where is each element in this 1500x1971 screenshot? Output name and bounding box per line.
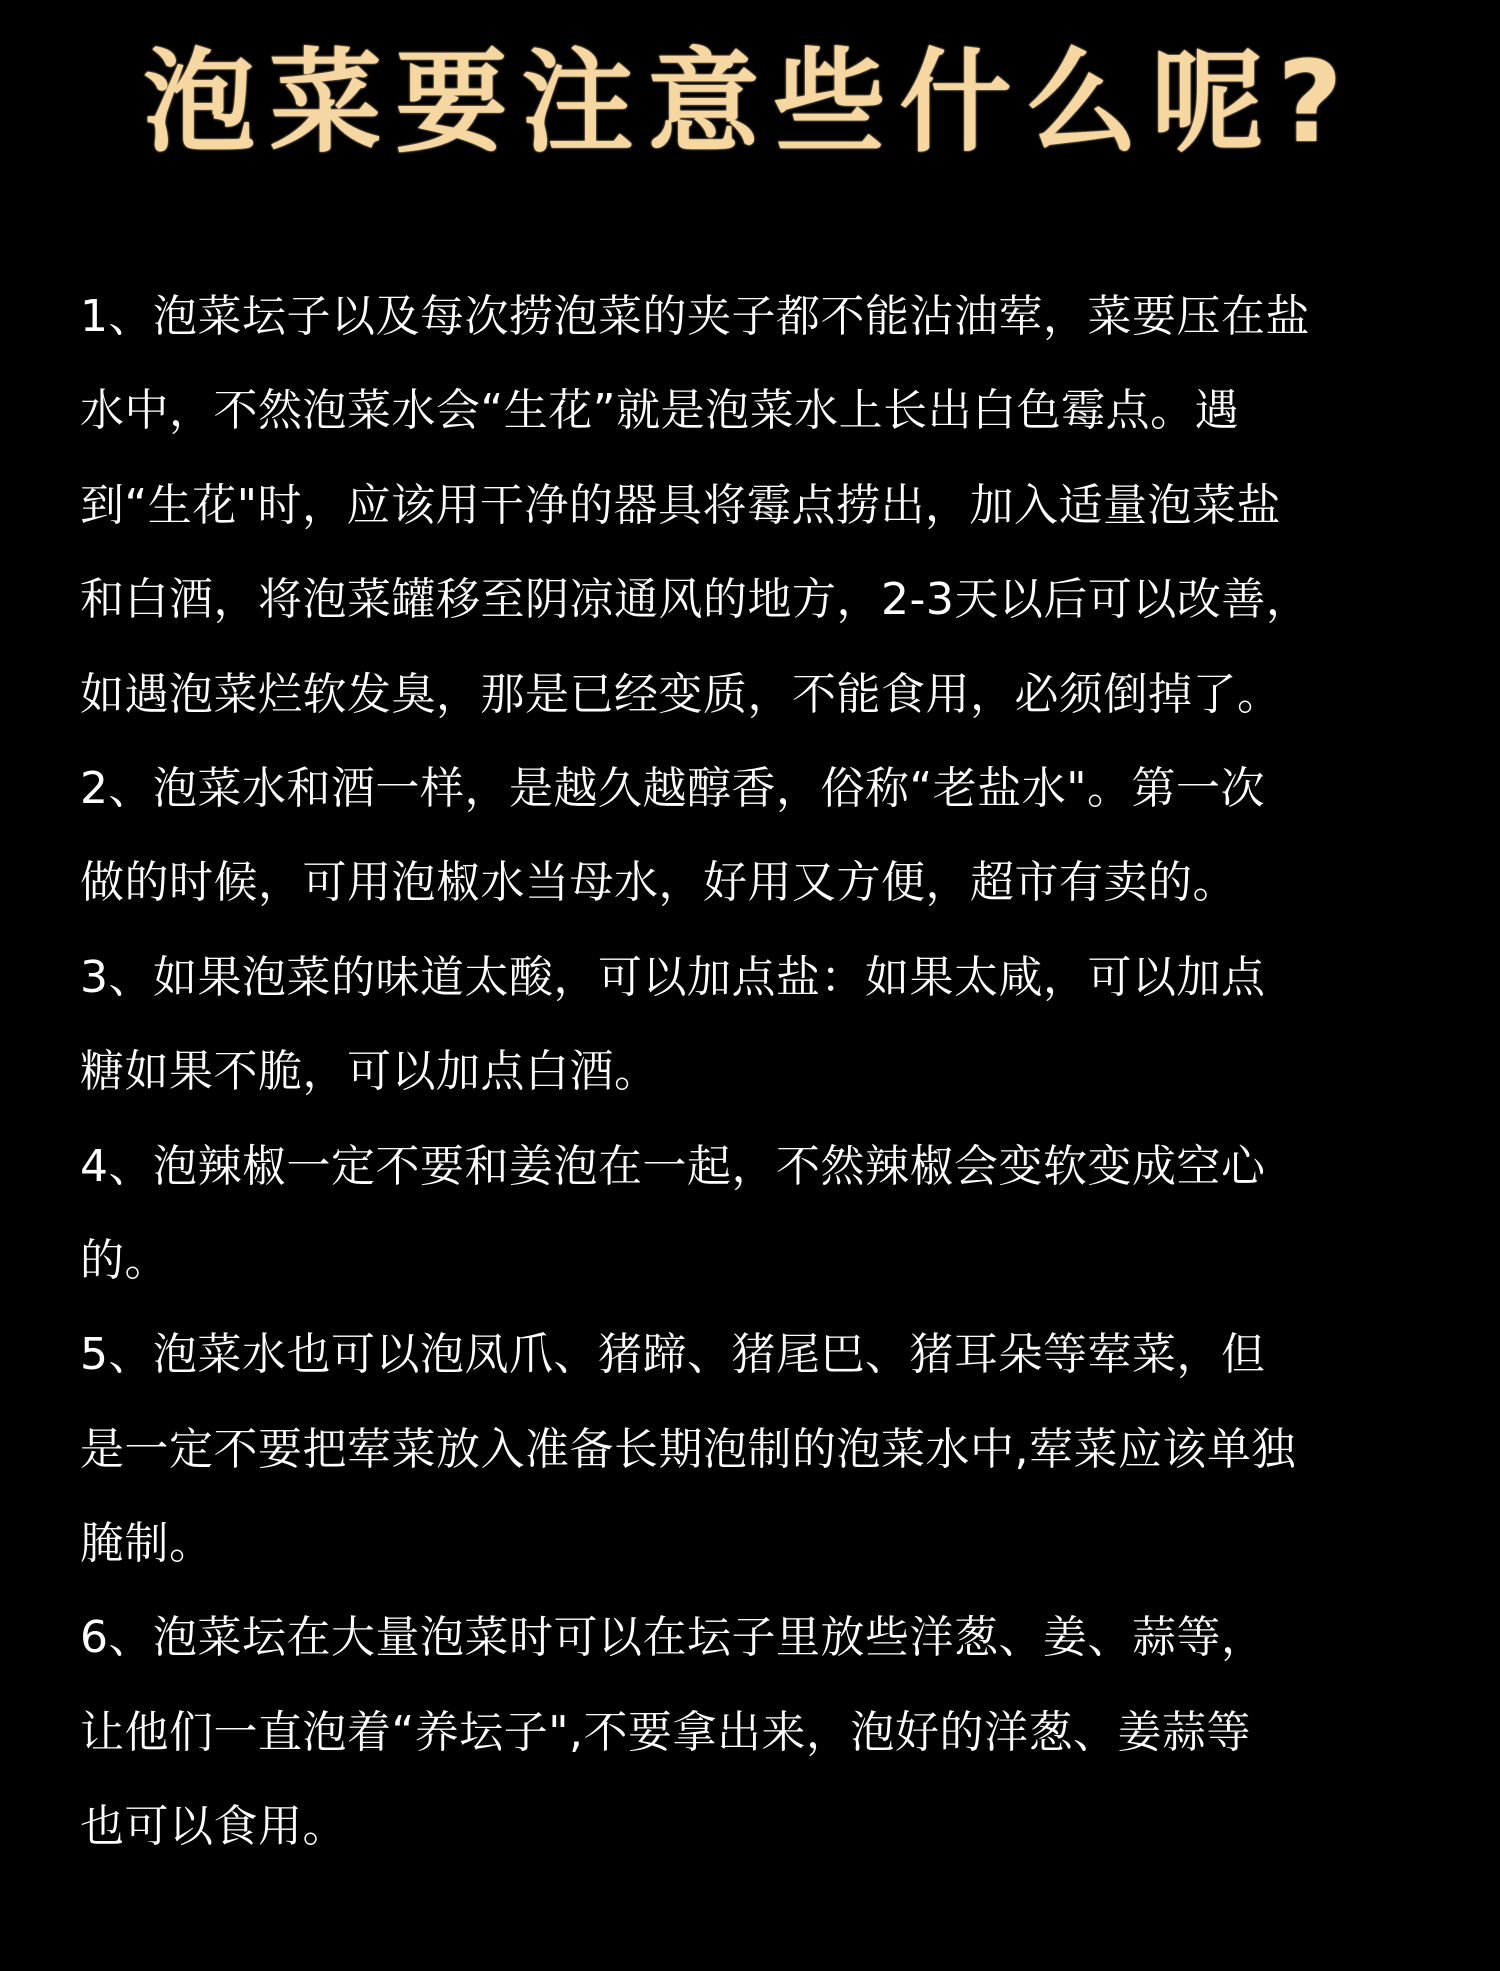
article-body [80,270,1445,1875]
text-line: 2、泡菜水和酒一样，是越久越醇香，俗称“老盐水"。第一次 [80,762,1266,814]
text-line: 4、泡辣椒一定不要和姜泡在一起，不然辣椒会变软变成空心 [80,1140,1266,1192]
text-line: 也可以食用。 [80,1801,347,1853]
page-title: 泡菜要注意些什么呢? [143,38,1357,168]
text-line: 是一定不要把荤菜放入准备长期泡制的泡菜水中,荤菜应该单独 [80,1423,1296,1475]
text-line: 让他们一直泡着“养坛子",不要拿出来，泡好的洋葱、姜蒜等 [80,1706,1252,1758]
text-line: 糖如果不脆，可以加点白酒。 [80,1046,659,1098]
text-line: 3、如果泡菜的味道太酸，可以加点盐：如果太咸，可以加点 [80,951,1266,1003]
text-line: 到“生花"时，应该用干净的器具将霉点捞出，加入适量泡菜盐 [80,479,1282,531]
text-line: 1、泡菜坛子以及每次捞泡菜的夹子都不能沾油荤，菜要压在盐 [80,291,1310,342]
text-line: 6、泡菜坛在大量泡菜时可以在坛子里放些洋葱、姜、蒜等， [80,1612,1266,1664]
text-line: 腌制。 [80,1518,214,1570]
text-line: 和白酒，将泡菜罐移至阴凉通风的地方，2-3天以后可以改善， [80,574,1311,626]
text-line: 的。 [80,1234,169,1286]
text-line: 水中，不然泡菜水会“生花”就是泡菜水上长出白色霉点。遇 [80,385,1240,437]
text-line: 如遇泡菜烂软发臭，那是已经变质，不能食用，必须倒掉了。 [80,668,1282,720]
text-line: 5、泡菜水也可以泡凤爪、猪蹄、猪尾巴、猪耳朵等荤菜，但 [80,1329,1266,1381]
text-line: 做的时候，可用泡椒水当母水，好用又方便，超市有卖的。 [80,857,1237,909]
